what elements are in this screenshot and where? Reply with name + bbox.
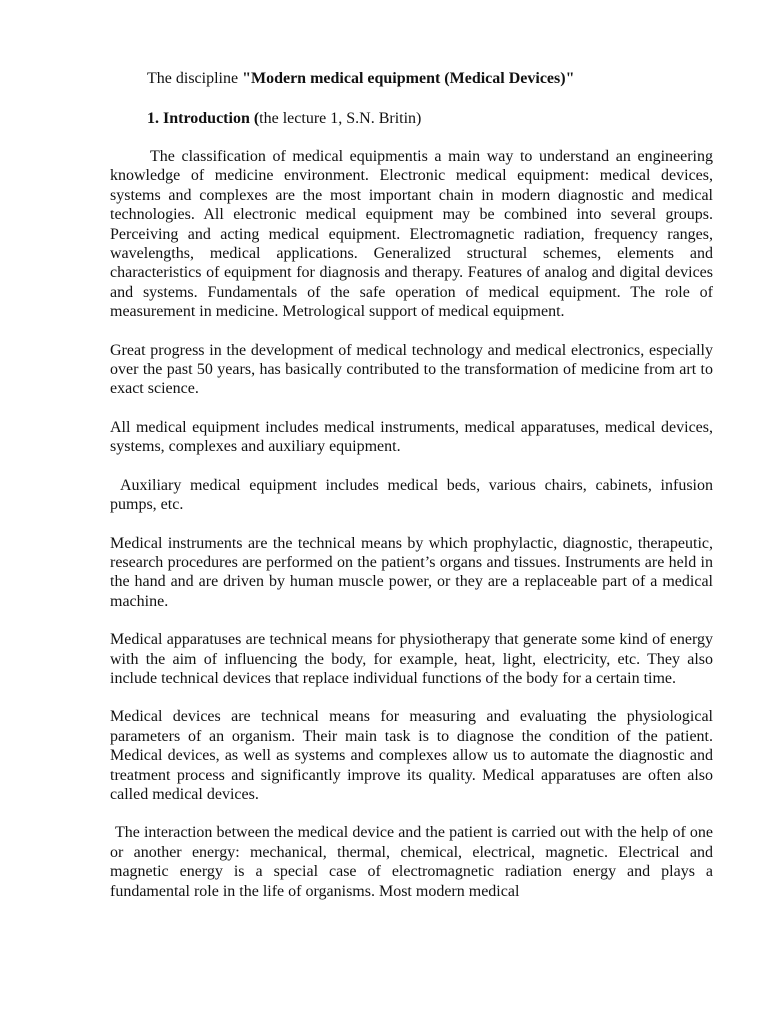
discipline-prefix: The discipline	[147, 70, 243, 87]
discipline-title: "Modern medical equipment (Medical Devices)"	[242, 70, 575, 87]
paragraph-all-equipment: All medical equipment includes medical instruments, medical apparatuses, medical devices, systems, complexes and auxiliary equipment.	[110, 418, 713, 456]
discipline-heading	[147, 69, 574, 88]
paragraph-progress: Great progress in the development of medical technology and medical electronics, especially over the past 50 years, has basically contributed to the transformation of medicine from art to exact science.	[110, 341, 713, 398]
paragraph-instruments: Medical instruments are the technical means by which prophylactic, diagnostic, therapeutic, research procedures are performed on the patient’s organs and tissues. Instruments are held in the hand and are driven by human muscle power, or they are a replaceable part of a medical machine.	[110, 534, 713, 610]
paragraph-devices: Medical devices are technical means for measuring and evaluating the physiological parameters of an organism. Their main task is to diagnose the condition of the patient. Medical devices, as well as systems and complexes allow us to automate the diagnostic and treatment process and significantly improve its quality. Medical apparatuses are often also called medical devices.	[110, 708, 713, 803]
section-heading	[147, 109, 421, 128]
paragraph-apparatuses: Medical apparatuses are technical means for physiotherapy that generate some kind of energy with the aim of influencing the body, for example, heat, light, electricity, etc. They also include technical devices that replace individual functions of the body for a certain time.	[110, 631, 713, 687]
body-text	[110, 147, 713, 920]
paragraph-auxiliary: Auxiliary medical equipment includes medical beds, various chairs, cabinets, infusion pumps, etc.	[110, 476, 713, 514]
paragraph-classification: The classification of medical equipmentis a main way to understand an engineering knowledge of medicine environment. Electronic medical equipment: medical devices, systems and complexes are the most important chain in modern diagnostic and medical technologies. All electronic medical equipment may be combined into several groups. Perceiving and acting medical equipment. Electromagnetic radiation, frequency ranges, wavelengths, medical applications. Generalized structural schemes, elements and characteristics of equipment for diagnosis and therapy. Features of analog and digital devices and systems. Fundamentals of the safe operation of medical equipment. The role of measurement in medicine. Metrological support of medical equipment.	[110, 148, 713, 321]
section-number-title: 1. Introduction (	[147, 110, 260, 127]
paragraph-interaction: The interaction between the medical device and the patient is carried out with the help of one or another energy: mechanical, thermal, chemical, electrical, magnetic. Electrical and magnetic energy is a special case of electromagnetic radiation energy and plays a fundamental role in the life of organisms. Most modern medical	[110, 824, 713, 900]
section-note: the lecture 1, S.N. Britin)	[259, 110, 422, 127]
